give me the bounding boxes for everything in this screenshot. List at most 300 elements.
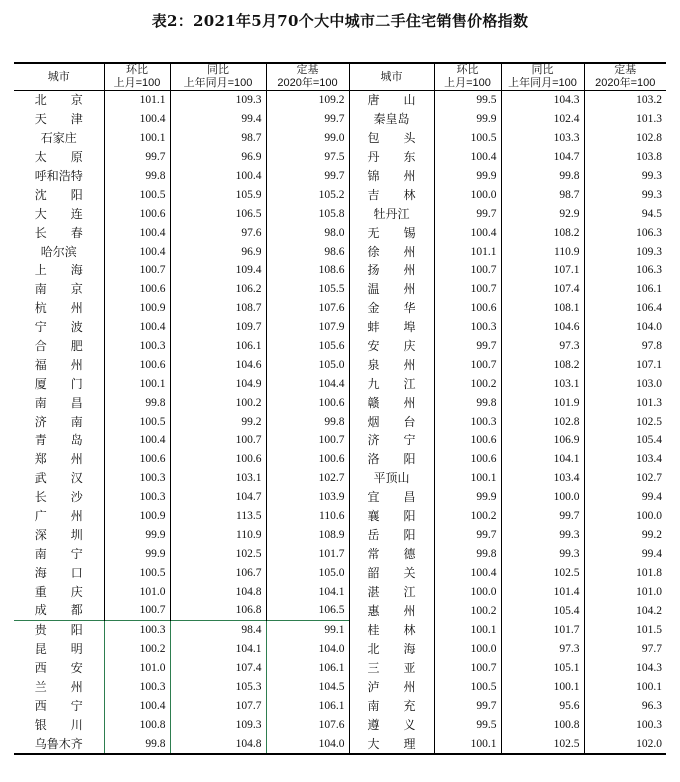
cell-city-right: 三 亚: [349, 659, 434, 678]
cell-yoy-left: 97.6: [170, 223, 266, 242]
cell-base-right: 104.2: [584, 601, 666, 620]
cell-city-right: 泉 州: [349, 355, 434, 374]
cell-base-left: 104.0: [266, 640, 349, 659]
cell-city-right: 遵 义: [349, 715, 434, 734]
cell-mom-left: 100.6: [104, 355, 170, 374]
cell-yoy-left: 107.7: [170, 697, 266, 716]
cell-base-left: 105.0: [266, 355, 349, 374]
cell-yoy-right: 95.6: [501, 697, 584, 716]
table-row: [14, 91, 666, 110]
cell-city-right: 湛 江: [349, 582, 434, 601]
cell-base-right: 106.4: [584, 299, 666, 318]
cell-yoy-right: 102.5: [501, 734, 584, 754]
cell-yoy-right: 99.7: [501, 507, 584, 526]
cell-mom-right: 100.0: [434, 185, 501, 204]
cell-base-right: 99.3: [584, 167, 666, 186]
table-row: [14, 640, 666, 659]
cell-city-left: 深 圳: [34, 527, 83, 542]
cell-yoy-left: 100.7: [170, 431, 266, 450]
header-yoy-left: 同比: [170, 63, 266, 77]
cell-base-left: 107.6: [266, 715, 349, 734]
cell-base-left: 99.0: [266, 129, 349, 148]
table-row: [14, 318, 666, 337]
cell-base-left: 107.6: [266, 299, 349, 318]
cell-yoy-right: 100.1: [501, 678, 584, 697]
cell-yoy-right: 99.3: [501, 544, 584, 563]
cell-city-left: 石家庄: [40, 131, 77, 146]
cell-base-right: 101.3: [584, 393, 666, 412]
cell-yoy-right: 108.2: [501, 355, 584, 374]
cell-base-right: 107.1: [584, 355, 666, 374]
table-row: [14, 223, 666, 242]
cell-city-left: 郑 州: [34, 452, 83, 467]
table-row: [14, 697, 666, 716]
table-row: [14, 280, 666, 299]
cell-base-right: 97.7: [584, 640, 666, 659]
table-row: [14, 563, 666, 582]
cell-base-right: 102.5: [584, 412, 666, 431]
table-row: [14, 129, 666, 148]
cell-base-right: 99.3: [584, 185, 666, 204]
cell-base-left: 99.7: [266, 167, 349, 186]
cell-city-right: 常 德: [349, 544, 434, 563]
cell-base-right: 106.1: [584, 280, 666, 299]
cell-city-right: 大 理: [349, 734, 434, 754]
cell-city-left: 兰 州: [34, 680, 83, 695]
cell-city-left: 长 春: [34, 225, 83, 240]
cell-yoy-left: 106.8: [170, 601, 266, 620]
cell-city-left: 济 南: [34, 414, 83, 429]
cell-yoy-left: 103.1: [170, 469, 266, 488]
cell-city-left: 太 原: [34, 150, 83, 165]
table-row: [14, 620, 666, 639]
cell-yoy-left: 104.7: [170, 488, 266, 507]
cell-city-left: 海 口: [34, 565, 83, 580]
cell-mom-right: 100.7: [434, 280, 501, 299]
table-row: [14, 299, 666, 318]
cell-city-left: 贵 阳: [14, 620, 104, 639]
cell-yoy-right: 102.5: [501, 563, 584, 582]
cell-mom-left: 100.1: [104, 374, 170, 393]
header-base-sub-right: 2020年=100: [584, 77, 666, 91]
cell-mom-left: 99.9: [104, 544, 170, 563]
cell-mom-right: 100.4: [434, 223, 501, 242]
table-row: [14, 734, 666, 754]
table-row: [14, 601, 666, 620]
cell-city-right: 济 宁: [349, 431, 434, 450]
cell-base-left: 105.0: [266, 563, 349, 582]
cell-yoy-left: 109.3: [170, 715, 266, 734]
cell-mom-left: 100.1: [104, 129, 170, 148]
cell-city-right: 宜 昌: [349, 488, 434, 507]
cell-yoy-right: 100.8: [501, 715, 584, 734]
cell-yoy-left: 104.1: [170, 640, 266, 659]
header-row-top: [14, 63, 666, 77]
header-base-left: 定基: [266, 63, 349, 77]
cell-yoy-right: 103.3: [501, 129, 584, 148]
cell-mom-right: 99.5: [434, 715, 501, 734]
table-row: [14, 242, 666, 261]
cell-base-right: 101.5: [584, 620, 666, 639]
cell-base-left: 103.9: [266, 488, 349, 507]
cell-city-left: 厦 门: [34, 376, 83, 391]
cell-mom-right: 101.1: [434, 242, 501, 261]
header-yoy-sub-right: 上年同月=100: [501, 77, 584, 91]
cell-yoy-left: 100.2: [170, 393, 266, 412]
cell-base-left: 105.5: [266, 280, 349, 299]
cell-yoy-left: 99.2: [170, 412, 266, 431]
cell-base-left: 106.5: [266, 601, 349, 620]
cell-mom-left: 100.6: [104, 280, 170, 299]
cell-base-left: 106.1: [266, 659, 349, 678]
cell-city-right: 秦皇岛: [349, 110, 434, 129]
cell-mom-right: 100.1: [434, 734, 501, 754]
table-row: [14, 110, 666, 129]
cell-mom-right: 100.7: [434, 355, 501, 374]
cell-mom-right: 99.7: [434, 337, 501, 356]
cell-base-right: 99.4: [584, 488, 666, 507]
table-row: [14, 261, 666, 280]
cell-mom-right: 100.4: [434, 148, 501, 167]
cell-city-right: 无 锡: [349, 223, 434, 242]
cell-city-left: 银 川: [34, 717, 83, 732]
cell-mom-right: 99.8: [434, 544, 501, 563]
cell-yoy-right: 107.4: [501, 280, 584, 299]
cell-mom-left: 100.3: [104, 620, 170, 639]
cell-mom-left: 101.0: [104, 659, 170, 678]
cell-base-left: 100.7: [266, 431, 349, 450]
cell-city-left: 大 连: [34, 206, 83, 221]
cell-base-left: 105.8: [266, 204, 349, 223]
header-mom-sub-right: 上月=100: [434, 77, 501, 91]
cell-city-left: 成 都: [34, 603, 83, 618]
cell-base-right: 100.3: [584, 715, 666, 734]
table-row: [14, 715, 666, 734]
table-row: [14, 148, 666, 167]
cell-city-right: 南 充: [349, 697, 434, 716]
price-index-table: [14, 62, 666, 755]
cell-mom-left: 99.8: [104, 393, 170, 412]
cell-city-left: 北 京: [34, 93, 83, 108]
cell-mom-right: 99.5: [434, 91, 501, 110]
table-row: [14, 167, 666, 186]
cell-mom-right: 99.9: [434, 488, 501, 507]
cell-mom-right: 99.7: [434, 525, 501, 544]
cell-mom-right: 99.7: [434, 204, 501, 223]
cell-mom-right: 99.7: [434, 697, 501, 716]
cell-base-right: 105.4: [584, 431, 666, 450]
cell-mom-left: 100.7: [104, 601, 170, 620]
cell-yoy-left: 104.9: [170, 374, 266, 393]
cell-city-right: 洛 阳: [349, 450, 434, 469]
cell-city-left: 宁 波: [34, 320, 83, 335]
cell-yoy-left: 104.6: [170, 355, 266, 374]
cell-base-left: 104.5: [266, 678, 349, 697]
cell-city-right: 金 华: [349, 299, 434, 318]
cell-city-right: 牡丹江: [349, 204, 434, 223]
cell-mom-left: 101.0: [104, 582, 170, 601]
cell-yoy-left: 106.7: [170, 563, 266, 582]
cell-city-right: 安 庆: [349, 337, 434, 356]
cell-mom-left: 100.8: [104, 715, 170, 734]
cell-yoy-left: 98.7: [170, 129, 266, 148]
cell-city-left: 武 汉: [34, 471, 83, 486]
cell-mom-right: 99.8: [434, 393, 501, 412]
cell-yoy-right: 105.4: [501, 601, 584, 620]
cell-mom-left: 100.4: [104, 242, 170, 261]
cell-yoy-right: 104.3: [501, 91, 584, 110]
cell-base-left: 98.0: [266, 223, 349, 242]
cell-base-left: 107.9: [266, 318, 349, 337]
cell-yoy-left: 104.8: [170, 582, 266, 601]
table-row: [14, 185, 666, 204]
cell-mom-left: 100.9: [104, 507, 170, 526]
cell-mom-left: 100.4: [104, 697, 170, 716]
header-city-left: 城市: [14, 63, 104, 91]
table-row: [14, 337, 666, 356]
table-row: [14, 431, 666, 450]
cell-mom-left: 99.8: [104, 167, 170, 186]
cell-mom-left: 100.5: [104, 185, 170, 204]
cell-base-right: 103.8: [584, 148, 666, 167]
header-yoy-sub-left: 上年同月=100: [170, 77, 266, 91]
cell-city-left: 昆 明: [34, 642, 83, 657]
cell-yoy-right: 101.7: [501, 620, 584, 639]
cell-city-left: 福 州: [34, 357, 83, 372]
cell-base-right: 101.3: [584, 110, 666, 129]
cell-base-right: 99.2: [584, 525, 666, 544]
cell-base-right: 100.1: [584, 678, 666, 697]
cell-yoy-left: 105.9: [170, 185, 266, 204]
cell-city-right: 桂 林: [349, 620, 434, 639]
cell-city-right: 烟 台: [349, 412, 434, 431]
cell-city-left: 天 津: [34, 112, 83, 127]
cell-city-right: 北 海: [349, 640, 434, 659]
cell-yoy-right: 106.9: [501, 431, 584, 450]
cell-city-right: 锦 州: [349, 167, 434, 186]
cell-mom-right: 100.6: [434, 431, 501, 450]
cell-base-left: 100.6: [266, 393, 349, 412]
cell-base-right: 101.0: [584, 582, 666, 601]
cell-yoy-right: 98.7: [501, 185, 584, 204]
cell-city-left: 沈 阳: [34, 187, 83, 202]
cell-yoy-right: 104.7: [501, 148, 584, 167]
cell-city-left: 广 州: [34, 509, 83, 524]
cell-mom-right: 100.7: [434, 261, 501, 280]
table-body: [14, 63, 666, 754]
cell-yoy-left: 108.7: [170, 299, 266, 318]
cell-yoy-right: 108.2: [501, 223, 584, 242]
table-row: [14, 678, 666, 697]
table-row: [14, 355, 666, 374]
cell-city-right: 韶 关: [349, 563, 434, 582]
cell-base-right: 96.3: [584, 697, 666, 716]
cell-base-left: 102.7: [266, 469, 349, 488]
cell-yoy-left: 96.9: [170, 148, 266, 167]
cell-mom-right: 100.6: [434, 450, 501, 469]
cell-base-left: 100.6: [266, 450, 349, 469]
cell-city-right: 蚌 埠: [349, 318, 434, 337]
cell-base-left: 104.1: [266, 582, 349, 601]
table-row: [14, 450, 666, 469]
cell-yoy-left: 109.3: [170, 91, 266, 110]
cell-mom-left: 100.4: [104, 318, 170, 337]
cell-city-left: 南 昌: [34, 395, 83, 410]
cell-mom-left: 100.6: [104, 450, 170, 469]
cell-yoy-right: 104.1: [501, 450, 584, 469]
cell-base-right: 97.8: [584, 337, 666, 356]
cell-mom-right: 100.2: [434, 507, 501, 526]
cell-city-right: 九 江: [349, 374, 434, 393]
cell-city-left: 西 安: [34, 661, 83, 676]
cell-yoy-right: 92.9: [501, 204, 584, 223]
cell-mom-left: 100.6: [104, 204, 170, 223]
header-row-bottom: [14, 77, 666, 91]
cell-base-left: 101.7: [266, 544, 349, 563]
cell-mom-left: 100.4: [104, 110, 170, 129]
cell-mom-right: 100.3: [434, 318, 501, 337]
cell-yoy-right: 104.6: [501, 318, 584, 337]
cell-yoy-right: 105.1: [501, 659, 584, 678]
cell-yoy-left: 100.6: [170, 450, 266, 469]
cell-city-right: 温 州: [349, 280, 434, 299]
cell-base-left: 97.5: [266, 148, 349, 167]
header-base-sub-left: 2020年=100: [266, 77, 349, 91]
cell-base-left: 99.7: [266, 110, 349, 129]
cell-city-left: 合 肥: [34, 339, 83, 354]
cell-mom-right: 100.6: [434, 299, 501, 318]
cell-mom-left: 100.4: [104, 223, 170, 242]
cell-yoy-right: 110.9: [501, 242, 584, 261]
cell-mom-right: 100.2: [434, 601, 501, 620]
cell-mom-right: 100.5: [434, 129, 501, 148]
cell-yoy-right: 101.9: [501, 393, 584, 412]
header-mom-left: 环比: [104, 63, 170, 77]
cell-mom-left: 100.7: [104, 261, 170, 280]
cell-yoy-left: 113.5: [170, 507, 266, 526]
cell-base-right: 104.3: [584, 659, 666, 678]
cell-yoy-right: 103.1: [501, 374, 584, 393]
header-base-right: 定基: [584, 63, 666, 77]
cell-city-left: 哈尔滨: [40, 244, 77, 259]
cell-mom-right: 99.9: [434, 110, 501, 129]
table-title: 表2：2021年5月70个大中城市二手住宅销售价格指数: [151, 12, 529, 30]
cell-city-left: 青 岛: [34, 433, 83, 448]
cell-mom-right: 100.0: [434, 640, 501, 659]
cell-mom-right: 100.1: [434, 469, 501, 488]
table-row: [14, 507, 666, 526]
cell-mom-left: 100.3: [104, 678, 170, 697]
table-row: [14, 393, 666, 412]
cell-base-right: 100.0: [584, 507, 666, 526]
cell-mom-right: 100.3: [434, 412, 501, 431]
cell-yoy-right: 97.3: [501, 337, 584, 356]
cell-base-left: 104.0: [266, 734, 349, 754]
cell-base-right: 103.0: [584, 374, 666, 393]
cell-mom-left: 100.5: [104, 412, 170, 431]
cell-base-right: 102.7: [584, 469, 666, 488]
cell-mom-left: 99.8: [104, 734, 170, 754]
cell-yoy-right: 107.1: [501, 261, 584, 280]
cell-base-right: 101.8: [584, 563, 666, 582]
cell-yoy-left: 106.5: [170, 204, 266, 223]
cell-mom-left: 101.1: [104, 91, 170, 110]
cell-city-left: 长 沙: [34, 490, 83, 505]
cell-base-left: 105.6: [266, 337, 349, 356]
cell-yoy-left: 105.3: [170, 678, 266, 697]
cell-yoy-right: 99.3: [501, 525, 584, 544]
table-row: [14, 544, 666, 563]
cell-mom-right: 100.5: [434, 678, 501, 697]
cell-city-left: 南 京: [34, 282, 83, 297]
cell-city-right: 吉 林: [349, 185, 434, 204]
cell-yoy-left: 106.2: [170, 280, 266, 299]
cell-yoy-right: 99.8: [501, 167, 584, 186]
cell-city-left: 乌鲁木齐: [14, 734, 104, 754]
cell-city-right: 赣 州: [349, 393, 434, 412]
cell-mom-right: 100.0: [434, 582, 501, 601]
cell-base-right: 94.5: [584, 204, 666, 223]
cell-mom-left: 100.4: [104, 431, 170, 450]
cell-yoy-left: 106.1: [170, 337, 266, 356]
cell-base-right: 106.3: [584, 223, 666, 242]
table-row: [14, 374, 666, 393]
cell-city-right: 泸 州: [349, 678, 434, 697]
cell-mom-left: 100.5: [104, 563, 170, 582]
header-mom-sub-left: 上月=100: [104, 77, 170, 91]
cell-city-left: 呼和浩特: [34, 169, 83, 183]
cell-city-right: 包 头: [349, 129, 434, 148]
cell-mom-left: 100.2: [104, 640, 170, 659]
cell-city-left: 杭 州: [34, 301, 83, 316]
cell-mom-left: 100.9: [104, 299, 170, 318]
cell-yoy-right: 108.1: [501, 299, 584, 318]
table-row: [14, 488, 666, 507]
cell-mom-right: 100.2: [434, 374, 501, 393]
cell-base-left: 99.8: [266, 412, 349, 431]
cell-city-left: 重 庆: [34, 584, 83, 599]
cell-city-right: 扬 州: [349, 261, 434, 280]
cell-base-left: 110.6: [266, 507, 349, 526]
cell-base-right: 103.4: [584, 450, 666, 469]
cell-mom-left: 100.3: [104, 337, 170, 356]
cell-base-right: 109.3: [584, 242, 666, 261]
cell-yoy-left: 110.9: [170, 525, 266, 544]
cell-city-right: 岳 阳: [349, 525, 434, 544]
cell-mom-right: 100.1: [434, 620, 501, 639]
cell-base-left: 109.2: [266, 91, 349, 110]
table-row: [14, 204, 666, 223]
cell-base-right: 99.4: [584, 544, 666, 563]
cell-city-right: 襄 阳: [349, 507, 434, 526]
cell-city-right: 丹 东: [349, 148, 434, 167]
cell-mom-left: 100.3: [104, 488, 170, 507]
cell-base-right: 103.2: [584, 91, 666, 110]
cell-base-left: 108.6: [266, 261, 349, 280]
cell-yoy-left: 100.4: [170, 167, 266, 186]
cell-city-right: 平顶山: [349, 469, 434, 488]
cell-yoy-left: 107.4: [170, 659, 266, 678]
cell-yoy-left: 99.4: [170, 110, 266, 129]
cell-yoy-left: 98.4: [170, 620, 266, 639]
cell-yoy-left: 109.7: [170, 318, 266, 337]
cell-mom-left: 99.9: [104, 525, 170, 544]
header-yoy-right: 同比: [501, 63, 584, 77]
cell-city-right: 惠 州: [349, 601, 434, 620]
cell-base-right: 106.3: [584, 261, 666, 280]
table-row: [14, 659, 666, 678]
cell-yoy-left: 104.8: [170, 734, 266, 754]
